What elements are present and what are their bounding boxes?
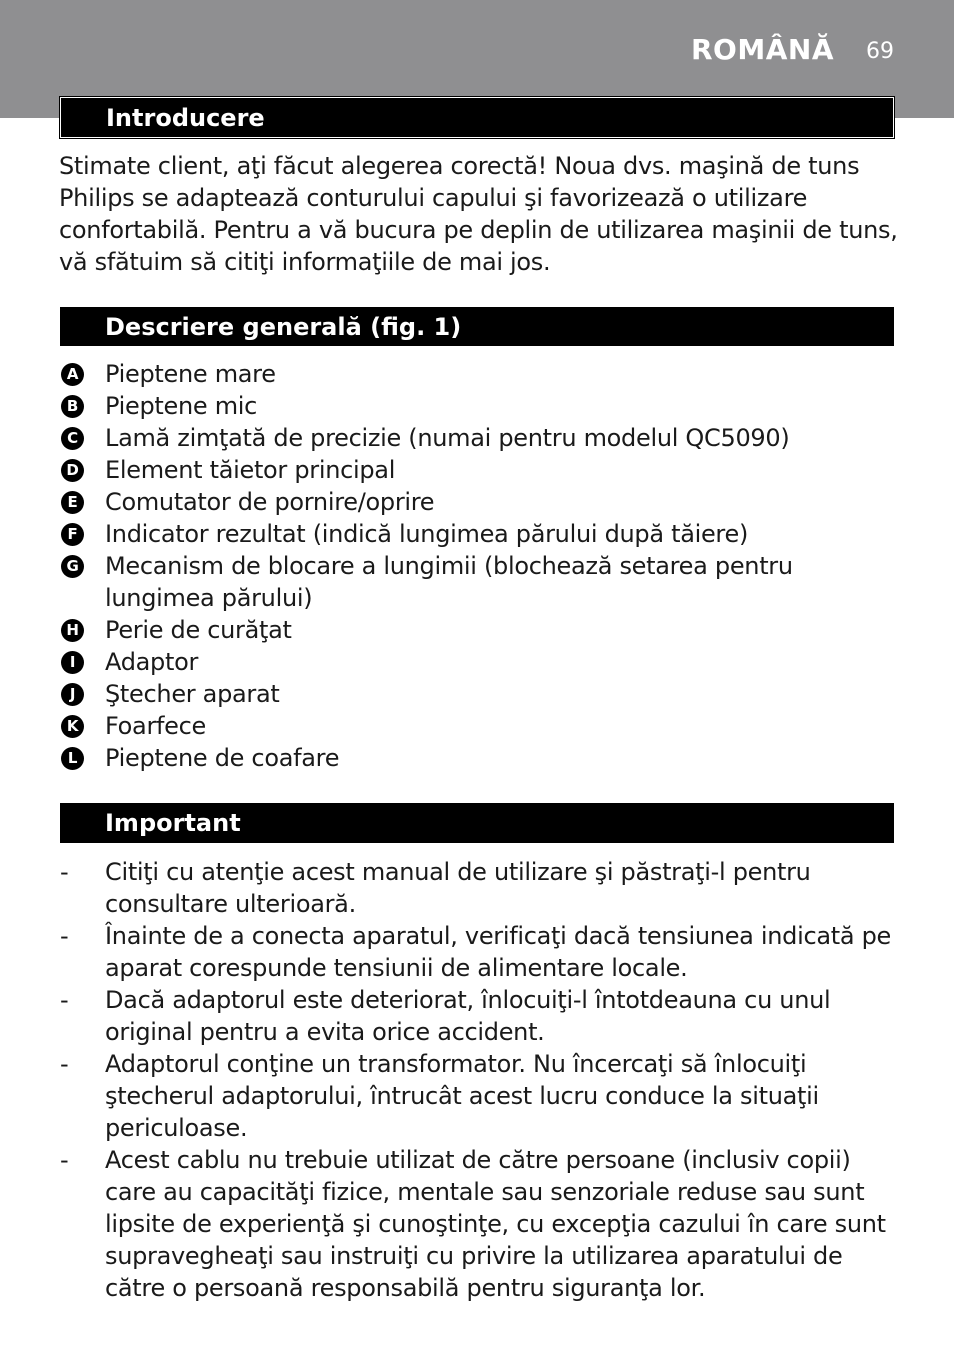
letter-badge-k: K	[61, 715, 84, 738]
dash-marker: -	[60, 922, 69, 950]
item-text: Ştecher aparat	[105, 680, 280, 708]
section-heading-descriere: Descriere generală (fig. 1)	[60, 307, 894, 346]
letter-badge-i: I	[61, 651, 84, 674]
intro-paragraph: Stimate client, aţi făcut alegerea corectă! Noua dvs. maşină de tuns Philips se adaptează conturului capului şi favorizează o utilizare confortabilă. Pentru a vă bucura pe deplin de utilizarea maşinii de tuns, vă sfătuim să citiţi informaţiile de mai jos.	[59, 152, 898, 276]
list-item	[60, 486, 900, 518]
item-text: Dacă adaptorul este deteriorat, înlocuiţi-l întotdeauna cu unul original pentru a evita orice accident.	[105, 986, 831, 1046]
page-number: 69	[866, 39, 894, 64]
item-text: Lamă zimţată de precizie (numai pentru modelul QC5090)	[105, 424, 790, 452]
item-text: Comutator de pornire/oprire	[105, 488, 435, 516]
item-text: Element tăietor principal	[105, 456, 396, 484]
list-item	[60, 742, 900, 774]
list-item	[60, 422, 900, 454]
item-text: Acest cablu nu trebuie utilizat de către persoane (inclusiv copii) care au capacităţi fizice, mentale sau senzoriale reduse sau sunt lipsite de experienţă şi cunoştinţe, cu excepţia cazului în care sunt supravegheaţi sau instruiţi cu privire la utilizarea aparatului de către o persoană responsabilă pentru siguranţa lor.	[105, 1146, 886, 1302]
item-text: Citiţi cu atenţie acest manual de utilizare şi păstraţi-l pentru consultare ulterioară.	[105, 858, 811, 918]
section-heading-introducere: Introducere	[60, 97, 894, 138]
section-heading-important: Important	[60, 803, 894, 843]
letter-badge-d: D	[61, 459, 84, 482]
item-text: Perie de curăţat	[105, 616, 292, 644]
letter-badge-h: H	[61, 619, 84, 642]
letter-badge-a: A	[61, 363, 84, 386]
list-item	[60, 678, 900, 710]
letter-badge-l: L	[61, 747, 84, 770]
item-text: Pieptene mic	[105, 392, 258, 420]
list-item	[60, 358, 900, 390]
item-text: Pieptene mare	[105, 360, 276, 388]
list-item	[60, 646, 900, 678]
parts-list	[60, 358, 900, 774]
dash-marker: -	[60, 986, 69, 1014]
letter-badge-e: E	[61, 491, 84, 514]
letter-badge-g: G	[61, 555, 84, 578]
list-item	[60, 390, 900, 422]
dash-marker: -	[60, 858, 69, 886]
item-text: Adaptor	[105, 648, 199, 676]
letter-badge-c: C	[61, 427, 84, 450]
list-item	[60, 454, 900, 486]
list-item	[60, 1144, 905, 1304]
item-text: Înainte de a conecta aparatul, verificaţi dacă tensiunea indicată pe aparat corespunde tensiunii de alimentare locale.	[105, 922, 892, 982]
list-item	[60, 614, 900, 646]
list-item	[60, 550, 900, 614]
language-title: ROMÂNĂ	[691, 33, 834, 66]
item-text: Adaptorul conţine un transformator. Nu încercaţi să înlocuiţi ştecherul adaptorului, întrucât acest lucru conduce la situaţii periculoase.	[105, 1050, 819, 1142]
letter-badge-f: F	[61, 523, 84, 546]
item-text: Mecanism de blocare a lungimii (blochează setarea pentru lungimea părului)	[105, 552, 793, 612]
item-text: Indicator rezultat (indică lungimea părului după tăiere)	[105, 520, 749, 548]
item-text: Foarfece	[105, 712, 206, 740]
list-item	[60, 1048, 905, 1144]
letter-badge-b: B	[61, 395, 84, 418]
item-text: Pieptene de coafare	[105, 744, 340, 772]
list-item	[60, 710, 900, 742]
list-item	[60, 984, 905, 1048]
warnings-list	[60, 856, 905, 1304]
dash-marker: -	[60, 1050, 69, 1078]
list-item	[60, 518, 900, 550]
list-item	[60, 920, 905, 984]
dash-marker: -	[60, 1146, 69, 1174]
letter-badge-j: J	[61, 683, 84, 706]
list-item	[60, 856, 905, 920]
